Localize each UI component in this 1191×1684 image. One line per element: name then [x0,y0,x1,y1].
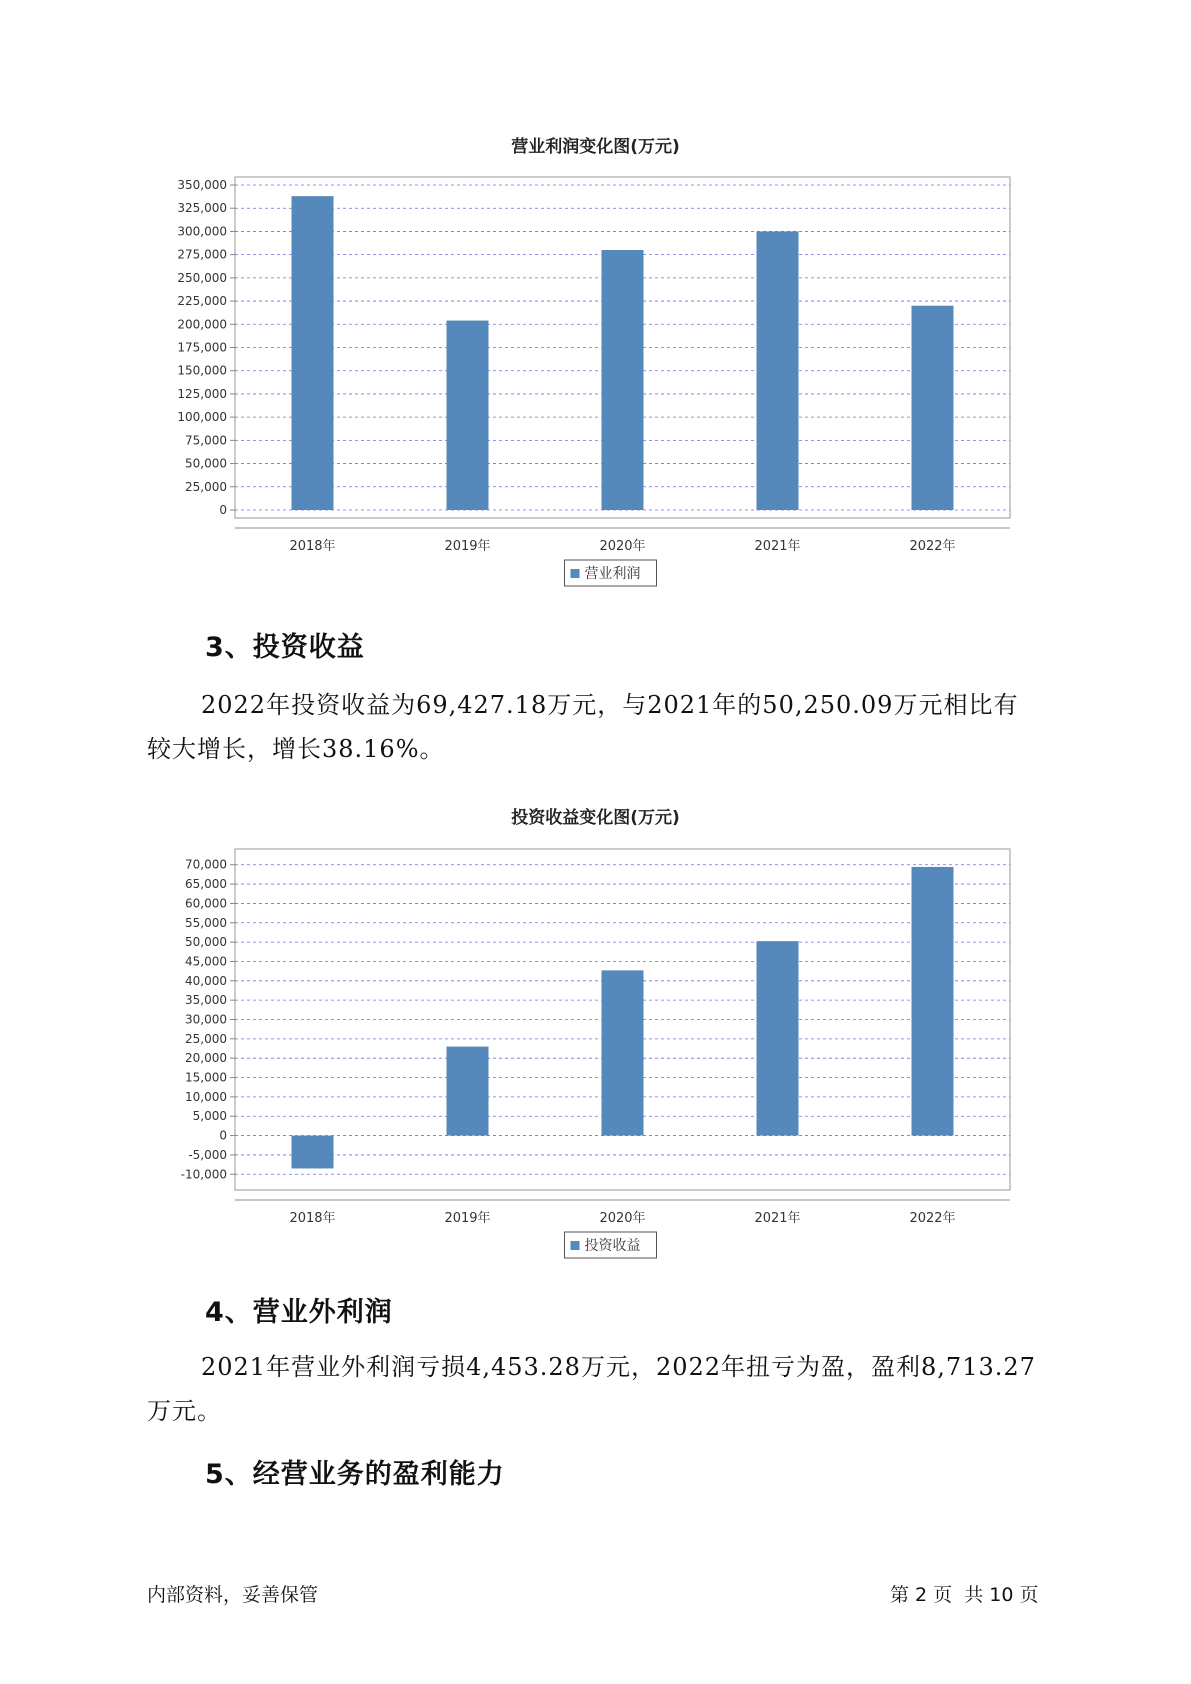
section-3-heading: 3、投资收益 [205,632,365,663]
bar-2022年 [912,867,954,1136]
y-tick-label: 45,000 [185,954,227,969]
y-tick-label: 20,000 [185,1051,227,1066]
chart-title-operating-profit: 营业利润变化图(万元) [511,137,680,157]
y-tick-label: 30,000 [185,1012,227,1027]
y-tick-label: 25,000 [185,479,227,494]
y-tick-label: 300,000 [177,224,227,239]
x-tick-label: 2021年 [754,1211,801,1226]
section-4-heading: 4、营业外利润 [205,1297,393,1328]
y-tick-label: 40,000 [185,973,227,988]
legend [565,1232,657,1258]
footer-page-number: 第 2 页 共 10 页 [890,1584,1039,1606]
y-tick-label: 350,000 [177,178,227,192]
legend-swatch [571,1241,580,1250]
section-4-line-2: 万元。 [147,1397,222,1425]
y-tick-label: 35,000 [185,993,227,1008]
x-tick-label: 2020年 [599,1211,646,1226]
legend-label: 投资收益 [584,1238,641,1254]
y-tick-label: 0 [219,503,227,517]
bar-2018年 [292,196,334,510]
section-3-line-1: 2022年投资收益为69,427.18万元，与2021年的50,250.09万元相比有 [201,691,1019,719]
y-tick-label: 65,000 [185,877,227,892]
bar-2021年 [757,941,799,1135]
y-tick-label: 175,000 [177,340,227,355]
x-tick-label: 2018年 [289,539,336,554]
section-4-line-1: 2021年营业外利润亏损4,453.28万元，2022年扭亏为盈，盈利8,713.27 [201,1353,1036,1381]
legend-swatch [571,569,580,578]
x-tick-label: 2018年 [289,1211,336,1226]
operating-profit-chart [150,160,1020,580]
x-tick-label: 2022年 [909,1211,956,1226]
x-tick-label: 2019年 [444,539,491,554]
y-tick-label: 225,000 [177,294,227,309]
y-tick-label: 10,000 [185,1089,227,1104]
x-tick-label: 2022年 [909,539,956,554]
y-tick-label: 275,000 [177,247,227,262]
bar-2022年 [912,306,954,510]
y-tick-label: 55,000 [185,915,227,930]
section-5-heading: 5、经营业务的盈利能力 [205,1459,505,1490]
y-tick-label: 100,000 [177,410,227,425]
legend [565,560,657,586]
y-tick-label: 60,000 [185,896,227,911]
bar-2021年 [757,231,799,510]
y-tick-label: 325,000 [177,201,227,216]
y-tick-label: 75,000 [185,433,227,448]
y-tick-label: -10,000 [180,1167,227,1182]
bar-2020年 [602,970,644,1135]
y-tick-label: -5,000 [188,1147,227,1162]
y-tick-label: 125,000 [177,386,227,401]
section-4-paragraph [147,1345,1087,1433]
section-3-line-2: 较大增长，增长38.16%。 [147,735,445,763]
bar-2019年 [447,1047,489,1136]
y-tick-label: 5,000 [192,1109,227,1124]
chart-title-investment-income: 投资收益变化图(万元) [511,808,680,828]
y-tick-label: 200,000 [177,317,227,332]
bar-2019年 [447,321,489,510]
y-tick-label: 70,000 [185,857,227,872]
footer-confidential-note: 内部资料，妥善保管 [147,1584,319,1606]
x-tick-label: 2019年 [444,1211,491,1226]
bar-2018年 [292,1136,334,1169]
legend-label: 营业利润 [584,566,641,582]
y-tick-label: 250,000 [177,270,227,285]
y-tick-label: 0 [219,1128,227,1143]
y-tick-label: 25,000 [185,1031,227,1046]
y-tick-label: 50,000 [185,935,227,950]
investment-income-chart [150,832,1020,1252]
x-tick-label: 2021年 [754,539,801,554]
y-tick-label: 15,000 [185,1070,227,1085]
y-tick-label: 50,000 [185,456,227,471]
bar-2020年 [602,250,644,510]
y-tick-label: 150,000 [177,363,227,378]
x-tick-label: 2020年 [599,539,646,554]
section-3-paragraph [147,683,1087,771]
